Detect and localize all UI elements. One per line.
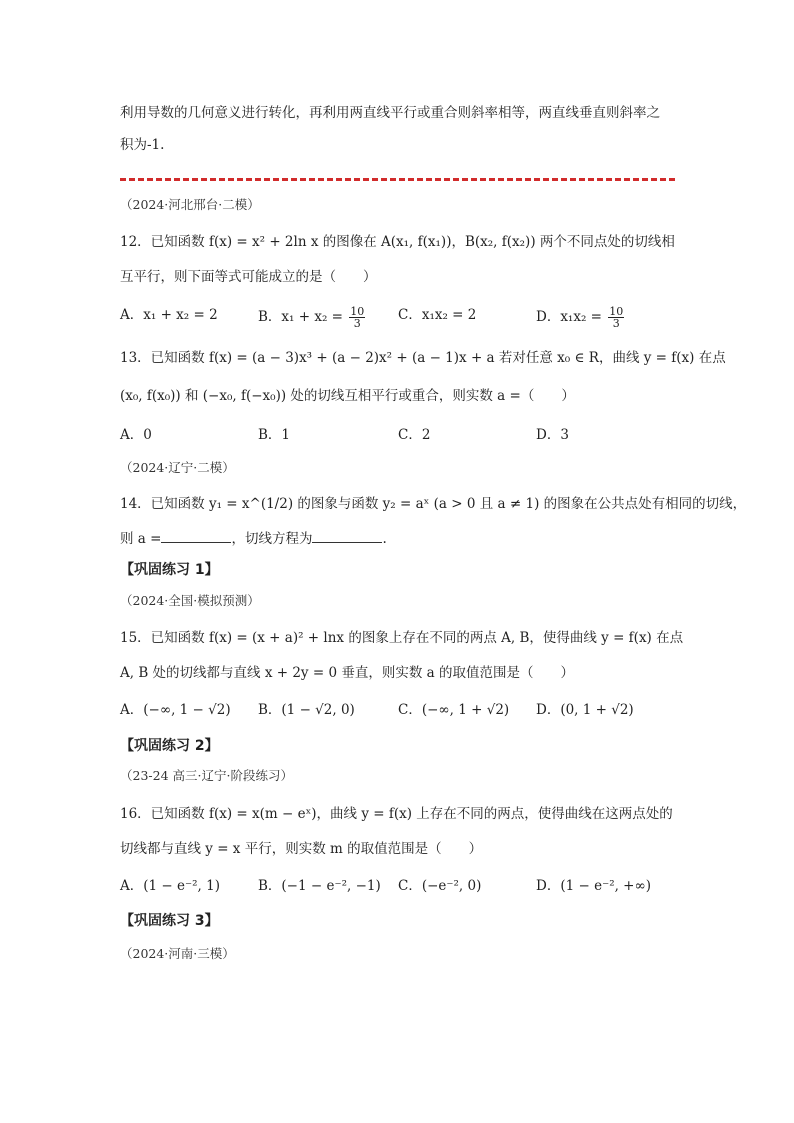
- q14-line2-middle: ，切线方程为: [231, 531, 313, 547]
- q14-line2-end: .: [382, 531, 387, 547]
- q16-source: （23-24 高三·辽宁·阶段练习）: [120, 768, 293, 783]
- practice-3-source: （2024·河南·三模）: [120, 946, 235, 961]
- q15-option-a: A．(−∞, 1 − √2): [120, 702, 231, 718]
- q12-option-a: A．x₁ + x₂ = 2: [120, 307, 218, 323]
- q16-option-a: A．(1 − e⁻², 1): [120, 878, 220, 894]
- q14-stem-line-2: [120, 530, 387, 548]
- practice-2-heading: 【巩固练习 2】: [120, 738, 219, 754]
- q12-option-b-fraction: [349, 306, 365, 329]
- q12-stem-line-2: 互平行，则下面等式可能成立的是（ ）: [120, 269, 377, 285]
- q12-option-c: C．x₁x₂ = 2: [398, 307, 477, 323]
- q14-source: （2024·辽宁·二模）: [120, 460, 235, 475]
- q16-option-d: D．(1 − e⁻², +∞): [536, 878, 652, 894]
- q12-source: （2024·河北邢台·二模）: [120, 197, 260, 212]
- q16-stem-line-1: 16．已知函数 f(x) = x(m − eˣ)，曲线 y = f(x) 上存在不同的两点，使得曲线在这两点处的: [120, 806, 673, 822]
- intro-line-2: 积为-1.: [120, 137, 165, 153]
- q14-answer-blank-a: [161, 530, 231, 543]
- q15-stem-line-2: A, B 处的切线都与直线 x + 2y = 0 垂直，则实数 a 的取值范围是（ ）: [120, 665, 574, 681]
- fraction-denominator: 3: [612, 317, 620, 330]
- q12-option-d: [536, 306, 626, 329]
- q15-stem-line-1: 15．已知函数 f(x) = (x + a)² + lnx 的图象上存在不同的两点 A, B，使得曲线 y = f(x) 在点: [120, 630, 684, 646]
- q14-line2-prefix: 则 a =: [120, 531, 162, 547]
- q12-option-b-text: B．x₁ + x₂ =: [258, 309, 343, 325]
- fraction-numerator: 10: [609, 305, 624, 318]
- q12-option-d-fraction: [608, 306, 624, 329]
- q16-stem-line-2: 切线都与直线 y = x 平行，则实数 m 的取值范围是（ ）: [120, 841, 483, 857]
- practice-3-heading: 【巩固练习 3】: [120, 913, 219, 929]
- fraction-numerator: 10: [350, 305, 365, 318]
- q13-stem-line-1: 13．已知函数 f(x) = (a − 3)x³ + (a − 2)x² + (a − 1)x + a 若对任意 x₀ ∈ R，曲线 y = f(x) 在点: [120, 350, 726, 366]
- section-divider: [120, 178, 675, 181]
- q15-option-b: B．(1 − √2, 0): [258, 702, 355, 718]
- q12-option-d-text: D．x₁x₂ =: [536, 309, 602, 325]
- q15-option-d: D．(0, 1 + √2): [536, 702, 634, 718]
- practice-1-heading: 【巩固练习 1】: [120, 562, 219, 578]
- q16-option-b: B．(−1 − e⁻², −1): [258, 878, 381, 894]
- q13-option-d: D．3: [536, 427, 569, 443]
- q15-option-c: C．(−∞, 1 + √2): [398, 702, 510, 718]
- q16-option-c: C．(−e⁻², 0): [398, 878, 482, 894]
- q13-option-b: B．1: [258, 427, 291, 443]
- q12-stem-line-1: 12．已知函数 f(x) = x² + 2ln x 的图像在 A(x₁, f(x₁))，B(x₂, f(x₂)) 两个不同点处的切线相: [120, 234, 675, 250]
- q13-option-c: C．2: [398, 427, 431, 443]
- q13-stem-line-2: (x₀, f(x₀)) 和 (−x₀, f(−x₀)) 处的切线互相平行或重合，则实数 a =（ ）: [120, 388, 575, 404]
- q15-source: （2024·全国·模拟预测）: [120, 593, 260, 608]
- q12-option-b: [258, 306, 367, 329]
- q14-stem-line-1: 14．已知函数 y₁ = x^(1/2) 的图象与函数 y₂ = aˣ (a > 0 且 a ≠ 1) 的图象在公共点处有相同的切线，: [120, 496, 747, 512]
- q13-option-a: A．0: [120, 427, 152, 443]
- fraction-denominator: 3: [353, 317, 361, 330]
- intro-line-1: 利用导数的几何意义进行转化，再利用两直线平行或重合则斜率相等，两直线垂直则斜率之: [120, 105, 660, 121]
- q14-answer-blank-tangent: [312, 530, 382, 543]
